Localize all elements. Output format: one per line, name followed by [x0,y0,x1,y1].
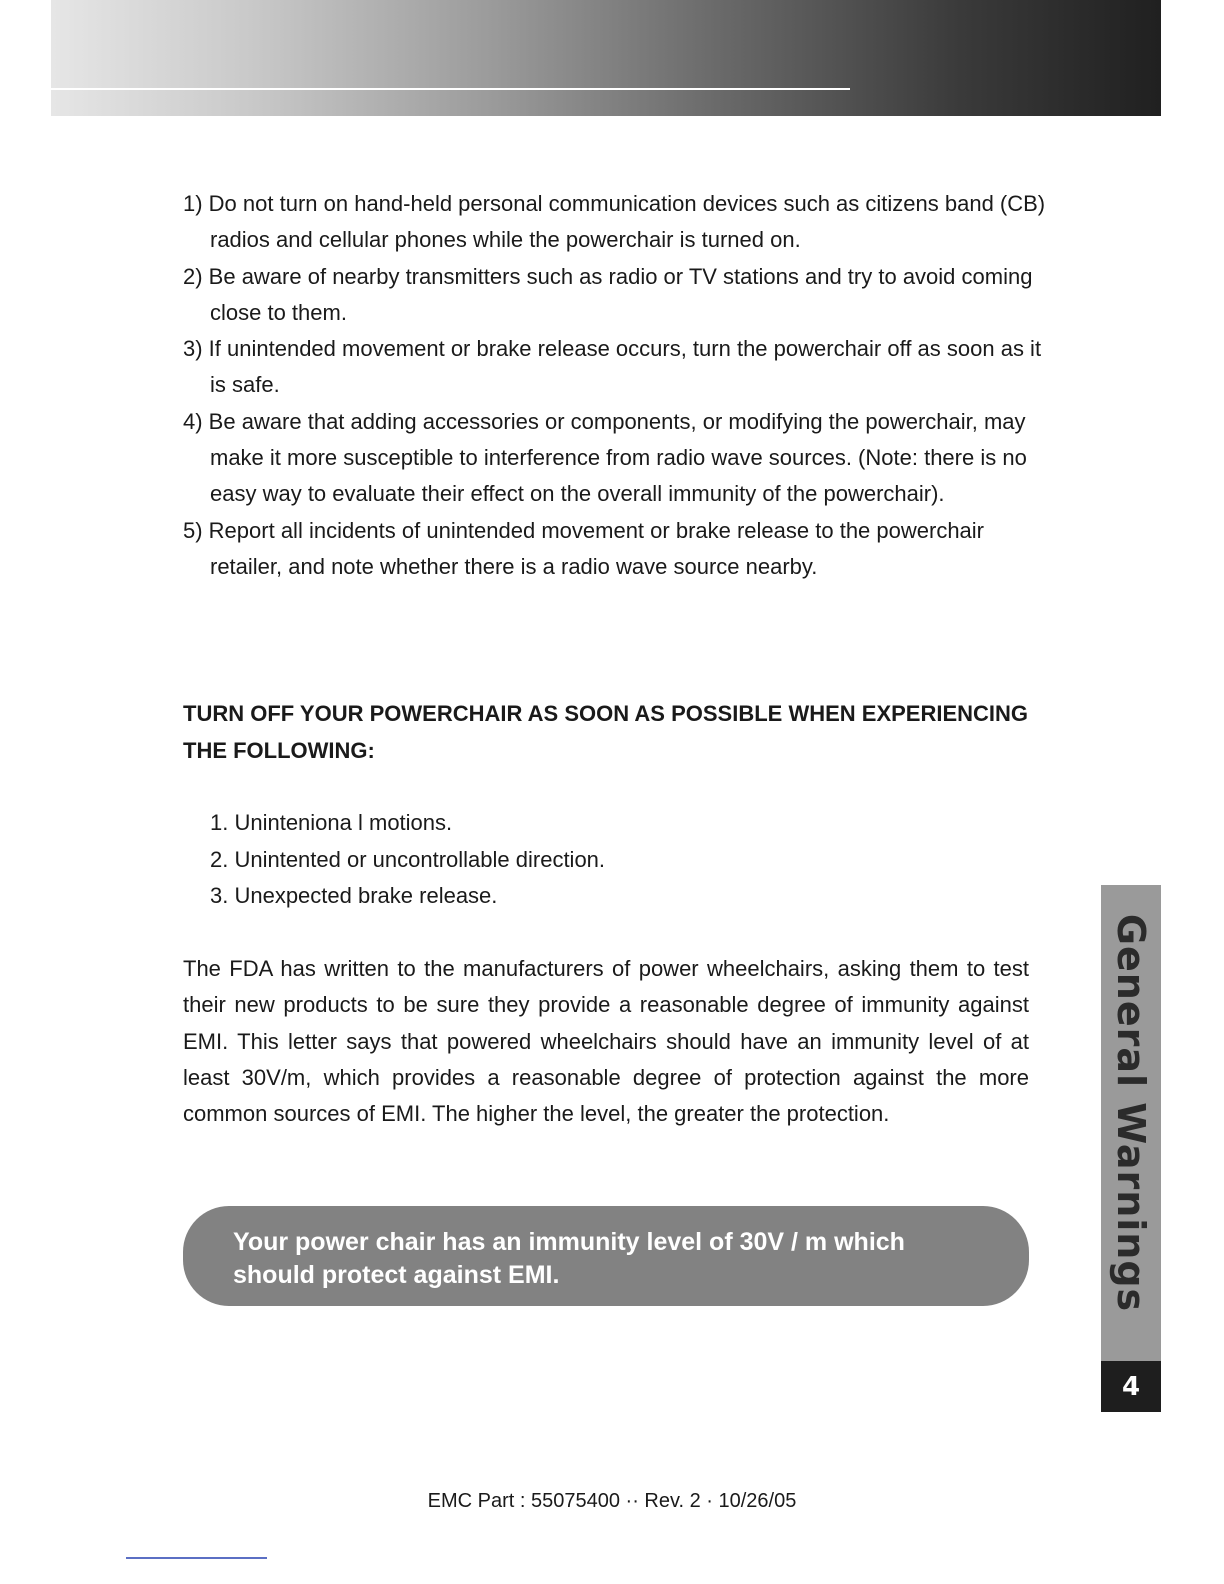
header-rule [51,88,850,90]
precaution-item: 1) Do not turn on hand-held personal communication devices such as citizens band (CB) radios and cellular phones while the powerchair is turned on. [183,191,1046,253]
precaution-item: 2) Be aware of nearby transmitters such as radio or TV stations and try to avoid coming close to them. [183,263,1033,325]
fda-paragraph: The FDA has written to the manufacturers of power wheelchairs, asking them to test their new products to be sure they provide a reasonable degree of immunity against EMI. This letter says that powered wheelchairs should have an immunity level of at least 30V/m, which provides a reasonable degree of protection against the more common sources of EMI. The higher the level, the greater the protection. [183,956,1029,1127]
section-side-tab [1101,885,1161,1361]
warning-heading: TURN OFF YOUR POWERCHAIR AS SOON AS POSSIBLE WHEN EXPERIENCING THE FOLLOWING: [183,701,1029,763]
header-gradient-band [51,0,1161,116]
immunity-callout [183,1206,1029,1306]
section-tab-label: General Warnings [1109,913,1153,1313]
symptom-item: 3. Unexpected brake release. [210,883,498,908]
footer-part-info: EMC Part : 55075400 ·· Rev. 2 · 10/26/05 [427,1490,797,1512]
emc-precautions-list [183,186,1053,585]
footer-rule [126,1557,267,1559]
symptom-item: 1. Uninteniona l motions. [210,810,453,835]
page-number: 4 [1101,1361,1161,1412]
symptom-list [210,805,605,915]
precaution-item: 3) If unintended movement or brake release occurs, turn the powerchair off as soon as it is safe. [183,336,1042,398]
symptom-item: 2. Unintented or uncontrollable direction. [210,846,606,872]
precaution-item: 4) Be aware that adding accessories or components, or modifying the powerchair, may make it more susceptible to interference from radio wave sources. (Note: there is no easy way to evaluate their effect on the overall immunity of the powerchair). [183,408,1027,507]
immunity-callout-text: Your power chair has an immunity level of 30V / m which should protect against EMI. [233,1228,905,1289]
precaution-item: 5) Report all incidents of unintended movement or brake release to the powerchair retailer, and note whether there is a radio wave source nearby. [183,517,985,579]
